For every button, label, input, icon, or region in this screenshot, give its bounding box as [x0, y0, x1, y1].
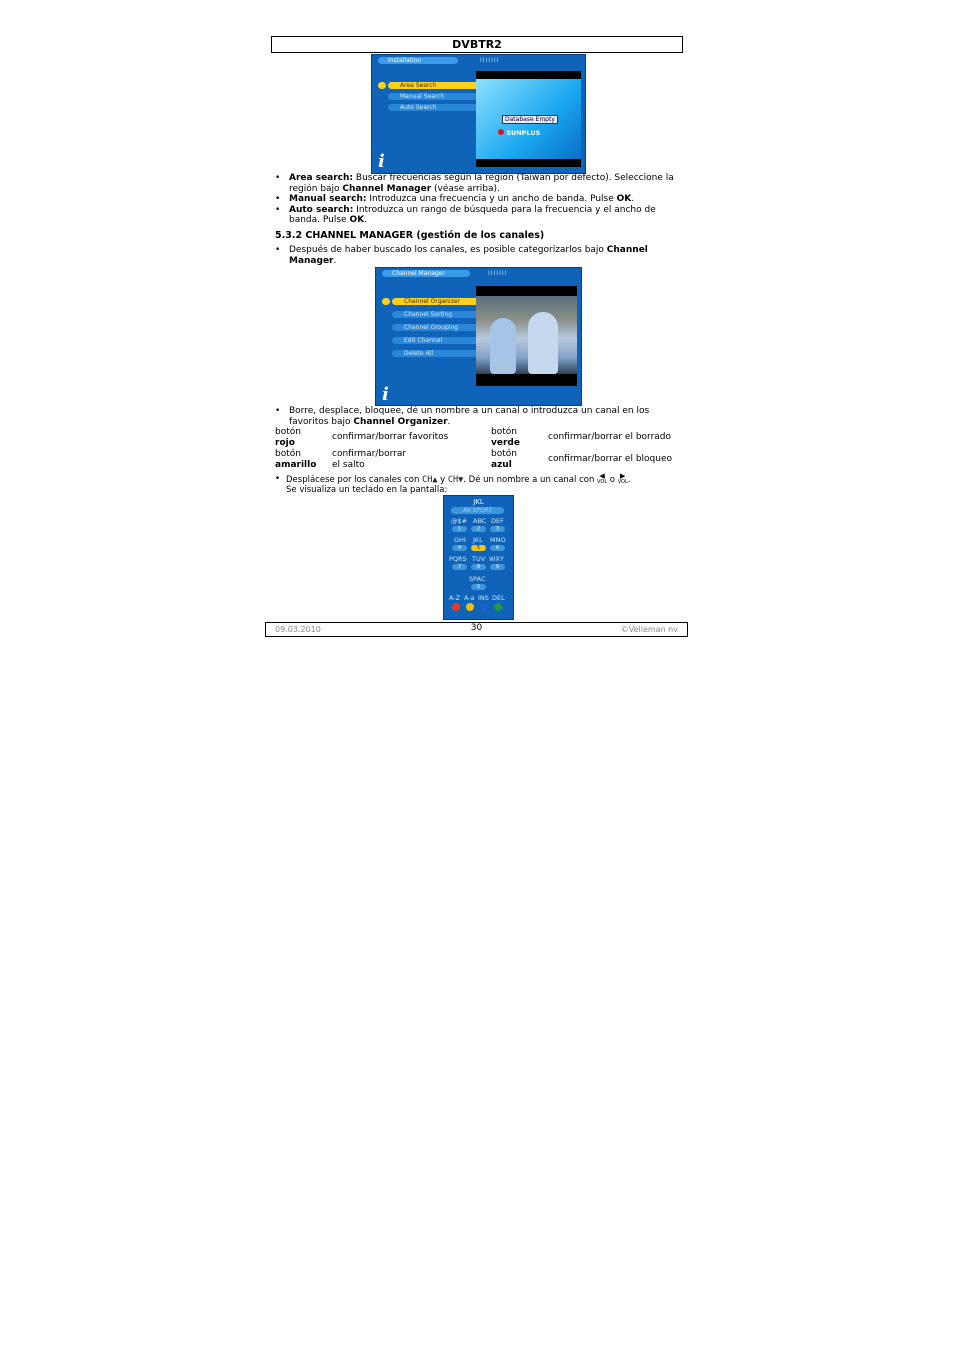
arrow-up-icon: ▲: [432, 475, 438, 485]
table-cell: confirmar/borrar el bloqueo: [548, 454, 673, 464]
menu-item-manual-search[interactable]: Manual Search: [388, 93, 480, 100]
list-item: • Area search: Buscar frecuencias según la región (Taiwán por defecto). Seleccione la región bajo Channel Manager (véase arriba).: [275, 173, 674, 194]
vol-left-key: ◀ VOL: [597, 472, 608, 485]
key-label: PQRS: [449, 555, 467, 563]
section-heading: 5.3.2 CHANNEL MANAGER (gestión de los canales): [275, 230, 545, 241]
preview-text: Database Empty: [502, 115, 558, 124]
keyboard-input-field[interactable]: AV SPORT: [451, 507, 504, 514]
key-label: SPAC: [469, 575, 486, 583]
func-label-del: DEL: [492, 594, 505, 602]
key-9[interactable]: 9: [490, 564, 505, 570]
menu-item-channel-organizer[interactable]: Channel Organizer: [392, 298, 486, 305]
key-7[interactable]: 7: [452, 564, 467, 570]
table-cell: botón verde: [491, 427, 520, 448]
key-label: ABC: [473, 517, 487, 525]
channel-manager-screen: [375, 267, 582, 406]
key-2[interactable]: 2: [471, 526, 486, 532]
table-cell: confirmar/borrar el borrado: [548, 432, 672, 442]
info-icon: i: [378, 151, 385, 172]
menu-item-auto-search[interactable]: Auto Search: [388, 104, 480, 111]
key-6[interactable]: 6: [490, 545, 505, 551]
organizer-bullet: • Borre, desplace, bloquee, dé un nombre a un canal o introduzca un canal en los favoritos bajo Channel Organizer.: [275, 406, 650, 427]
key-label: @$#: [451, 517, 468, 525]
func-label-ins: INS: [478, 594, 489, 602]
ch-up-key: CH▲: [422, 475, 438, 485]
list-item: • Manual search: Introduzca una frecuencia y un ancho de banda. Pulse OK.: [275, 194, 635, 204]
key-4[interactable]: 4: [452, 545, 467, 551]
intro-bullet: • Después de haber buscado los canales, es posible categorizarlos bajo Channel Manager.: [275, 245, 648, 266]
table-cell: confirmar/borrar favoritos: [332, 432, 449, 442]
page-number: 30: [470, 623, 483, 633]
key-8[interactable]: 8: [471, 564, 486, 570]
list-item: • Auto search: Introduzca un rango de búsqueda para la frecuencia y el ancho de banda. Pulse OK.: [275, 204, 656, 225]
key-0[interactable]: 0: [471, 584, 486, 590]
document-footer: [265, 622, 688, 637]
green-button[interactable]: [494, 603, 502, 611]
preview-window: [476, 286, 577, 386]
brand-name: SUNPLUS: [506, 129, 541, 137]
installation-screen: [371, 54, 586, 174]
arrow-down-icon: ▼: [458, 475, 464, 485]
preview-window: [476, 71, 581, 167]
key-label: DEF: [491, 517, 504, 525]
table-cell: confirmar/borrar el salto: [332, 449, 407, 470]
key-label: MNO: [490, 536, 506, 544]
menu-item-edit-channel[interactable]: Edit Channel: [392, 337, 486, 344]
signal-ticks: IIIIIII: [480, 57, 500, 64]
nav-line2: Se visualiza un teclado en la pantalla:: [286, 485, 448, 495]
table-cell: botón rojo: [275, 427, 301, 448]
yellow-button[interactable]: [466, 603, 474, 611]
key-5[interactable]: 5: [471, 545, 486, 551]
footer-date: 09.03.2010: [275, 625, 321, 634]
func-label-az: A-Z: [449, 594, 461, 602]
screen-title: Installation: [378, 57, 458, 64]
sunplus-logo: [498, 129, 540, 137]
key-label: TUV: [472, 555, 486, 563]
ch-down-key: CH▼: [447, 475, 464, 485]
blue-button[interactable]: [480, 603, 488, 611]
footer-copyright: ©Velleman nv: [620, 625, 678, 634]
document-header: [271, 36, 683, 53]
header-title: DVBTR2: [452, 38, 502, 51]
key-label: WXY: [489, 555, 504, 563]
red-button[interactable]: [452, 603, 460, 611]
arrow-left-icon: ◀: [599, 472, 605, 480]
term: Manual search:: [289, 194, 367, 204]
keyboard-screen: [443, 495, 514, 620]
button-table: [275, 427, 680, 473]
signal-ticks: IIIIIII: [488, 270, 508, 277]
player-right: [528, 312, 558, 374]
info-icon: i: [382, 384, 389, 405]
term: Area search:: [289, 173, 354, 183]
func-label-aa: A-a: [464, 594, 475, 602]
screen-title: Channel Manager: [382, 270, 470, 277]
vol-right-key: ▶ VOL: [617, 472, 628, 485]
player-left: [490, 318, 516, 374]
arrow-right-icon: ▶: [620, 472, 626, 480]
keyboard-title: JKL: [473, 498, 484, 506]
key-label: GHI: [454, 536, 466, 544]
nav-bullet: • Desplácese por los canales con CH▲ y CH▼. Dé un nombre a un canal con ◀ VOL o ▶ VOL. Se visualiza un teclado en la pantalla:: [286, 474, 681, 495]
key-3[interactable]: 3: [490, 526, 505, 532]
term: Auto search:: [289, 204, 354, 215]
search-bullets: [275, 173, 674, 226]
table-cell: botón azul: [491, 449, 517, 470]
menu-item-channel-grouping[interactable]: Channel Grouping: [392, 324, 486, 331]
key-1[interactable]: 1: [452, 526, 467, 532]
brand-mark: [498, 129, 504, 135]
menu-item-channel-sorting[interactable]: Channel Sorting: [392, 311, 486, 318]
menu-item-delete-all[interactable]: Delete All: [392, 350, 486, 357]
table-cell: botón amarillo: [275, 449, 317, 470]
menu-item-area-search[interactable]: Area Search: [388, 82, 480, 89]
key-label: JKL: [473, 536, 483, 544]
